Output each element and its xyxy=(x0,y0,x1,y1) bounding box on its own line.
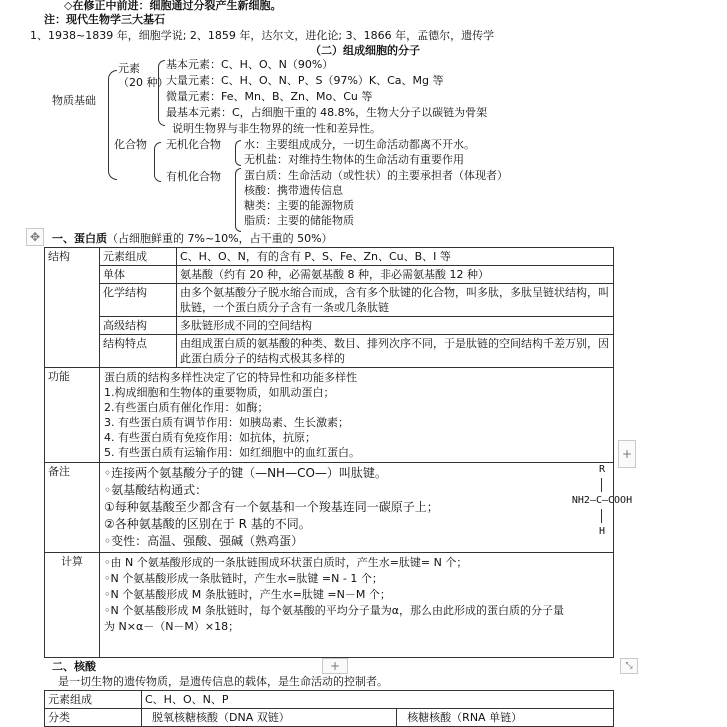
compounds-brace xyxy=(154,142,161,182)
note-line: ◦变性：高温、强酸、强碱（熟鸡蛋） xyxy=(104,534,304,548)
formula-main: NH2—C—COOH xyxy=(571,495,633,506)
note-line: ◦氨基酸结构通式： xyxy=(104,483,208,497)
compounds-label: 化合物 xyxy=(114,138,147,151)
element-line-4: 最基本元素：C，占细胞干重的 48.8%，生物大分子以碳链为骨架 xyxy=(166,106,488,119)
row-key: 单体 xyxy=(100,266,177,284)
note-line: ①每种氨基酸至少都含有一个氨基和一个羧基连同一碳原子上； xyxy=(104,500,439,514)
calc-line: ◦N 个氨基酸形成 M 条肽链时，产生水=肽键 =N－M 个； xyxy=(104,588,391,601)
nucleic-table xyxy=(44,690,614,727)
calc-label: 计算 xyxy=(45,553,100,658)
calc-line: ◦由 N 个氨基酸形成的一条肽链围成环状蛋白质时，产生水=肽键= N 个； xyxy=(104,556,468,569)
table-resize-handle[interactable] xyxy=(620,658,638,674)
protein-heading xyxy=(52,232,333,246)
elements-label: 元素 xyxy=(118,62,140,75)
calc-line: ◦N 个氨基酸形成 M 条肽链时，每个氨基酸的平均分子量为α，那么由此形成的蛋白质的分子量 xyxy=(104,604,564,617)
calc-line: 为 N×α－（N－M）×18； xyxy=(104,620,240,633)
note-line: ②各种氨基酸的区别在于 R 基的不同。 xyxy=(104,517,311,531)
element-line-5: 说明生物界与非生物界的统一性和差异性。 xyxy=(172,122,381,135)
structure-label: 结构 xyxy=(45,248,100,368)
inorganic-label: 无机化合物 xyxy=(166,138,221,151)
add-row-button[interactable]: + xyxy=(322,658,348,674)
formula-r: R xyxy=(598,464,606,475)
nucleic-row-key: 元素组成 xyxy=(45,691,142,709)
inorganic-brace xyxy=(235,140,241,166)
row-key: 元素组成 xyxy=(100,248,177,266)
note-line: ◦连接两个氨基酸分子的键（—NH—CO—）叫肽键。 xyxy=(104,466,387,480)
notes-label: 备注 xyxy=(45,463,100,553)
function-line: 4. 有些蛋白质有免疫作用：如抗体，抗原； xyxy=(104,431,316,444)
calc-line: ◦N 个氨基酸形成一条肽链时，产生水=肽键 =N - 1 个； xyxy=(104,572,383,585)
element-line-3: 微量元素：Fe、Mn、B、Zn、Mo、Cu 等 xyxy=(166,90,373,103)
organic-item-3: 糖类：主要的能源物质 xyxy=(244,199,354,212)
nucleic-desc: 是一切生物的遗传物质，是遗传信息的载体，是生命活动的控制者。 xyxy=(58,675,388,688)
element-line-2: 大量元素：C、H、O、N、P、S（97%）K、Ca、Mg 等 xyxy=(166,74,444,87)
table-move-handle[interactable]: ✥ xyxy=(26,228,44,246)
function-line: 1.构成细胞和生物体的重要物质，如肌动蛋白； xyxy=(104,386,335,399)
nucleic-title: 二、核酸 xyxy=(52,660,96,673)
elements-brace xyxy=(158,60,165,126)
notes-cell xyxy=(100,463,633,553)
element-line-1: 基本元素：C、H、O、N（90%） xyxy=(166,58,334,71)
header-line-1: ◇在修正中前进：细胞通过分裂产生新细胞。 xyxy=(64,0,282,12)
organic-label: 有机化合物 xyxy=(166,170,221,183)
protein-subtitle: （占细胞鲜重的 7%~10%，占干重的 50%） xyxy=(107,232,333,245)
protein-title: 一、蛋白质 xyxy=(52,232,107,245)
function-line: 3. 有些蛋白质有调节作用：如胰岛素、生长激素； xyxy=(104,416,349,429)
nucleic-row-key: 分类 xyxy=(45,709,142,727)
nucleic-row-value: C、H、O、N、P xyxy=(142,691,614,709)
row-key: 化学结构 xyxy=(100,284,177,317)
organic-item-1: 蛋白质：生命活动（或性状）的主要承担者（体现者） xyxy=(244,169,508,182)
row-value: 多肽链形成不同的空间结构 xyxy=(177,317,614,335)
row-value: 由组成蛋白质的氨基酸的种类、数目、排列次序不同，于是肽链的空间结构千差万别，因此蛋白质分子的结构式极其多样的 xyxy=(177,335,614,368)
add-column-button[interactable]: + xyxy=(618,440,636,468)
header-line-3: 1、1938~1839 年，细胞学说; 2、1859 年，达尔文，进化论; 3、1866 年，孟德尔，遗传学 xyxy=(30,29,495,42)
row-value: 氨基酸（约有 20 种，必需氨基酸 8 种，非必需氨基酸 12 种） xyxy=(177,266,614,284)
function-cell xyxy=(100,368,614,463)
calc-cell xyxy=(100,553,614,658)
protein-table xyxy=(44,247,633,658)
resize-icon: ⤡ xyxy=(625,661,633,671)
row-key: 结构特点 xyxy=(100,335,177,368)
root-brace xyxy=(108,70,117,180)
row-key: 高级结构 xyxy=(100,317,177,335)
organic-item-4: 脂质：主要的储能物质 xyxy=(244,214,354,227)
section-title: （二）组成细胞的分子 xyxy=(310,44,420,57)
outline-root: 物质基础 xyxy=(52,94,96,107)
row-value: 由多个氨基酸分子脱水缩合而成，含有多个肽键的化合物，叫多肽，多肽呈链状结构，叫肽链，一个蛋白质分子含有一条或几条肽链 xyxy=(177,284,614,317)
organic-item-2: 核酸：携带遗传信息 xyxy=(244,184,343,197)
nucleic-row-value: 脱氧核糖核酸（DNA 双链） xyxy=(142,709,397,727)
elements-count: （20 种） xyxy=(118,76,169,89)
function-line: 5. 有些蛋白质有运输作用：如红细胞中的血红蛋白。 xyxy=(104,446,360,459)
function-line: 2.有些蛋白质有催化作用：如酶； xyxy=(104,401,269,414)
inorganic-item-2: 无机盐：对维持生物体的生命活动有重要作用 xyxy=(244,153,464,166)
function-label: 功能 xyxy=(45,368,100,463)
row-value: C、H、O、N，有的含有 P、S、Fe、Zn、Cu、B、I 等 xyxy=(177,248,614,266)
organic-brace xyxy=(235,168,241,232)
formula-h: H xyxy=(598,526,606,537)
inorganic-item-1: 水：主要组成成分，一切生命活动都离不开水。 xyxy=(244,138,475,151)
header-line-2: 注：现代生物学三大基石 xyxy=(44,13,165,26)
nucleic-row-value: 核糖核酸（RNA 单链） xyxy=(397,709,614,727)
function-line: 蛋白质的结构多样性决定了它的特异性和功能多样性 xyxy=(104,371,357,384)
amino-acid-formula xyxy=(562,463,642,538)
